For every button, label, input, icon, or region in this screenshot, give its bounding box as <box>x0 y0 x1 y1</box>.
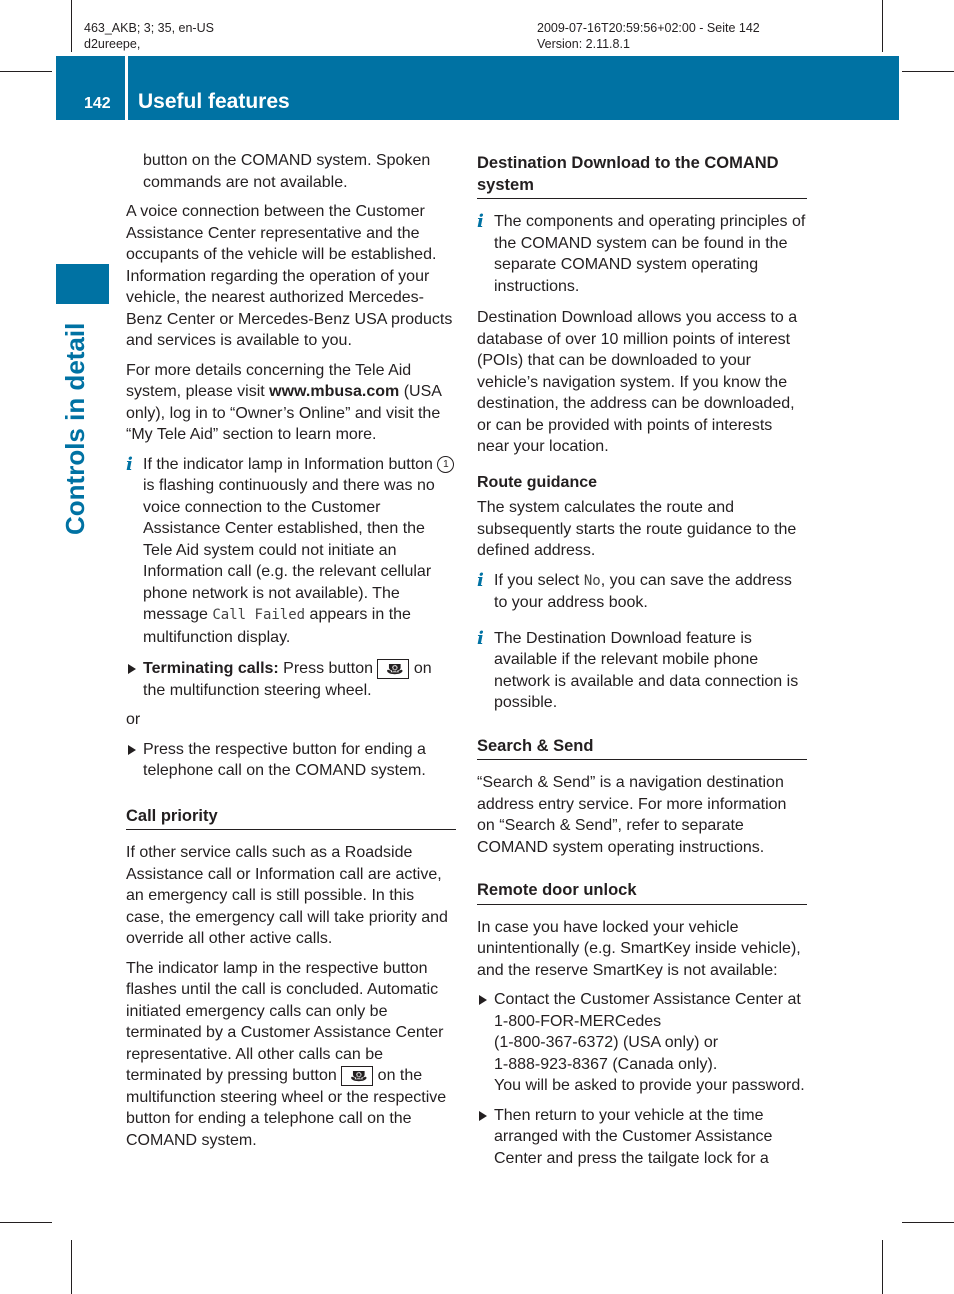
paragraph: A voice connection between the Customer Assistance Center representative and the occupants of the vehicle will be established. Information regarding the operation of your vehicle, the nearest authorized Mercedes-Benz Center or Mercedes-Benz USA products and services is available to you. <box>126 203 453 349</box>
website-link[interactable]: www.mbusa.com <box>269 383 400 400</box>
side-tab <box>56 264 109 304</box>
crop-mark <box>882 0 883 52</box>
text: (USA only), log in to “Owner’s Online” and visit the “My Tele Aid” section to learn more. <box>126 383 442 443</box>
text-line: 1-888-923-8367 (Canada only). <box>494 1055 718 1073</box>
instruction-step <box>477 1105 807 1170</box>
meta-line: d2ureepe, <box>84 37 141 51</box>
section-heading: Search & Send <box>477 736 807 761</box>
text: The Destination Download feature is available if the relevant mobile phone network is available and data connection is possible. <box>494 629 799 711</box>
circled-number-icon: 1 <box>437 456 454 473</box>
side-label-text: Controls in detail <box>60 322 90 535</box>
crop-mark <box>902 1222 954 1223</box>
page-number: 142 <box>84 95 111 112</box>
text: , you can save the address to your address book. <box>494 571 792 611</box>
display-message: Call Failed <box>212 607 306 623</box>
bullet-triangle-icon <box>128 664 136 674</box>
meta-line: 463_AKB; 3; 35, en-US <box>84 21 214 35</box>
step-label: Terminating calls: <box>143 660 279 677</box>
instruction-step <box>126 658 456 701</box>
crop-mark <box>882 1240 883 1294</box>
print-meta-left <box>84 20 214 52</box>
paragraph <box>126 360 456 446</box>
right-column <box>477 150 807 1177</box>
info-note <box>477 570 807 614</box>
phone-end-button-icon <box>377 659 409 679</box>
text: If you select <box>494 571 584 589</box>
paragraph: button on the COMAND system. Spoken commands are not available. <box>143 152 431 191</box>
text-line: (1-800-367-6372) (USA only) or <box>494 1034 719 1051</box>
section-heading: Remote door unlock <box>477 880 807 905</box>
text: is flashing continuously and there was no voice connection to the Customer Assistance Center established, then the Tele Aid system could not initiate an Information call (e.g. the relevant cellular phone network is not available). The message <box>143 477 435 623</box>
bullet-triangle-icon <box>128 745 136 755</box>
text: The indicator lamp in the respective button flashes until the call is concluded. Automatic initiated emergency calls can only be terminated by a Customer Assistance Center representative. All other calls can be terminated by pressing button <box>126 959 444 1084</box>
section-heading: Call priority <box>126 806 456 831</box>
paragraph <box>126 958 456 1152</box>
paragraph: In case you have locked your vehicle unintentionally (e.g. SmartKey inside vehicle), and the reserve SmartKey is not available: <box>477 918 801 979</box>
print-meta-right <box>537 20 760 52</box>
info-note <box>477 628 807 714</box>
paragraph: The system calculates the route and subsequently starts the route guidance to the defined address. <box>477 499 797 559</box>
instruction-step <box>477 989 807 1097</box>
phone-end-button-icon <box>341 1066 373 1086</box>
bullet-triangle-icon <box>479 1111 487 1121</box>
text: The components and operating principles of the COMAND system can be found in the separate COMAND system operating instructions. <box>494 213 806 295</box>
crop-mark <box>71 0 72 52</box>
page-title: Useful features <box>138 90 290 113</box>
header-divider <box>125 56 128 120</box>
text-line: Contact the Customer Assistance Center at 1-800-FOR-MERCedes <box>494 991 801 1030</box>
side-label <box>60 322 120 630</box>
text: Press button <box>278 660 378 677</box>
meta-line: Version: 2.11.8.1 <box>537 37 630 51</box>
info-icon: i <box>126 453 133 475</box>
left-column <box>126 150 456 1159</box>
crop-mark <box>902 71 954 72</box>
text: appears in the multifunction display. <box>143 606 411 646</box>
text: Press the respective button for ending a telephone call on the COMAND system. <box>143 740 426 779</box>
meta-line: 2009-07-16T20:59:56+02:00 - Seite 142 <box>537 21 760 35</box>
info-icon: i <box>477 211 484 232</box>
info-note <box>126 454 456 649</box>
instruction-step <box>126 739 456 782</box>
text: on the multifunction steering wheel or the respective button for ending a telephone call on the COMAND system. <box>126 1067 447 1149</box>
subheading: Route guidance <box>477 473 598 491</box>
paragraph: If other service calls such as a Roadside Assistance call or Information call are active, an emergency call is still possible. In this case, the emergency call will take priority and override all other active calls. <box>126 844 448 947</box>
info-icon: i <box>477 627 484 649</box>
or-text: or <box>126 711 141 728</box>
bullet-triangle-icon <box>479 995 487 1005</box>
text: For more details concerning the Tele Aid system, please visit <box>126 361 412 400</box>
crop-mark <box>71 1240 72 1294</box>
text: If the indicator lamp in Information button <box>143 455 438 473</box>
text: on the multifunction steering wheel. <box>143 660 432 699</box>
crop-mark <box>0 1222 52 1223</box>
paragraph: “Search & Send” is a navigation destination address entry service. For more information on “Search & Send”, refer to separate COMAND system operating instructions. <box>477 774 787 856</box>
crop-mark <box>0 71 52 72</box>
info-note <box>477 211 807 297</box>
text-line: You will be asked to provide your password. <box>494 1077 805 1094</box>
section-heading: Destination Download to the COMAND system <box>477 153 807 199</box>
paragraph: Destination Download allows you access to a database of over 10 million points of interest (POIs) that can be downloaded to your vehicle’s navigation system. If you know the destination, the address can be downloaded, or can be provided with points of interests near your location. <box>477 309 798 455</box>
info-icon: i <box>477 569 484 591</box>
text: Then return to your vehicle at the time arranged with the Customer Assistance Center and press the tailgate lock for a <box>494 1106 773 1167</box>
menu-option: No <box>583 572 601 589</box>
